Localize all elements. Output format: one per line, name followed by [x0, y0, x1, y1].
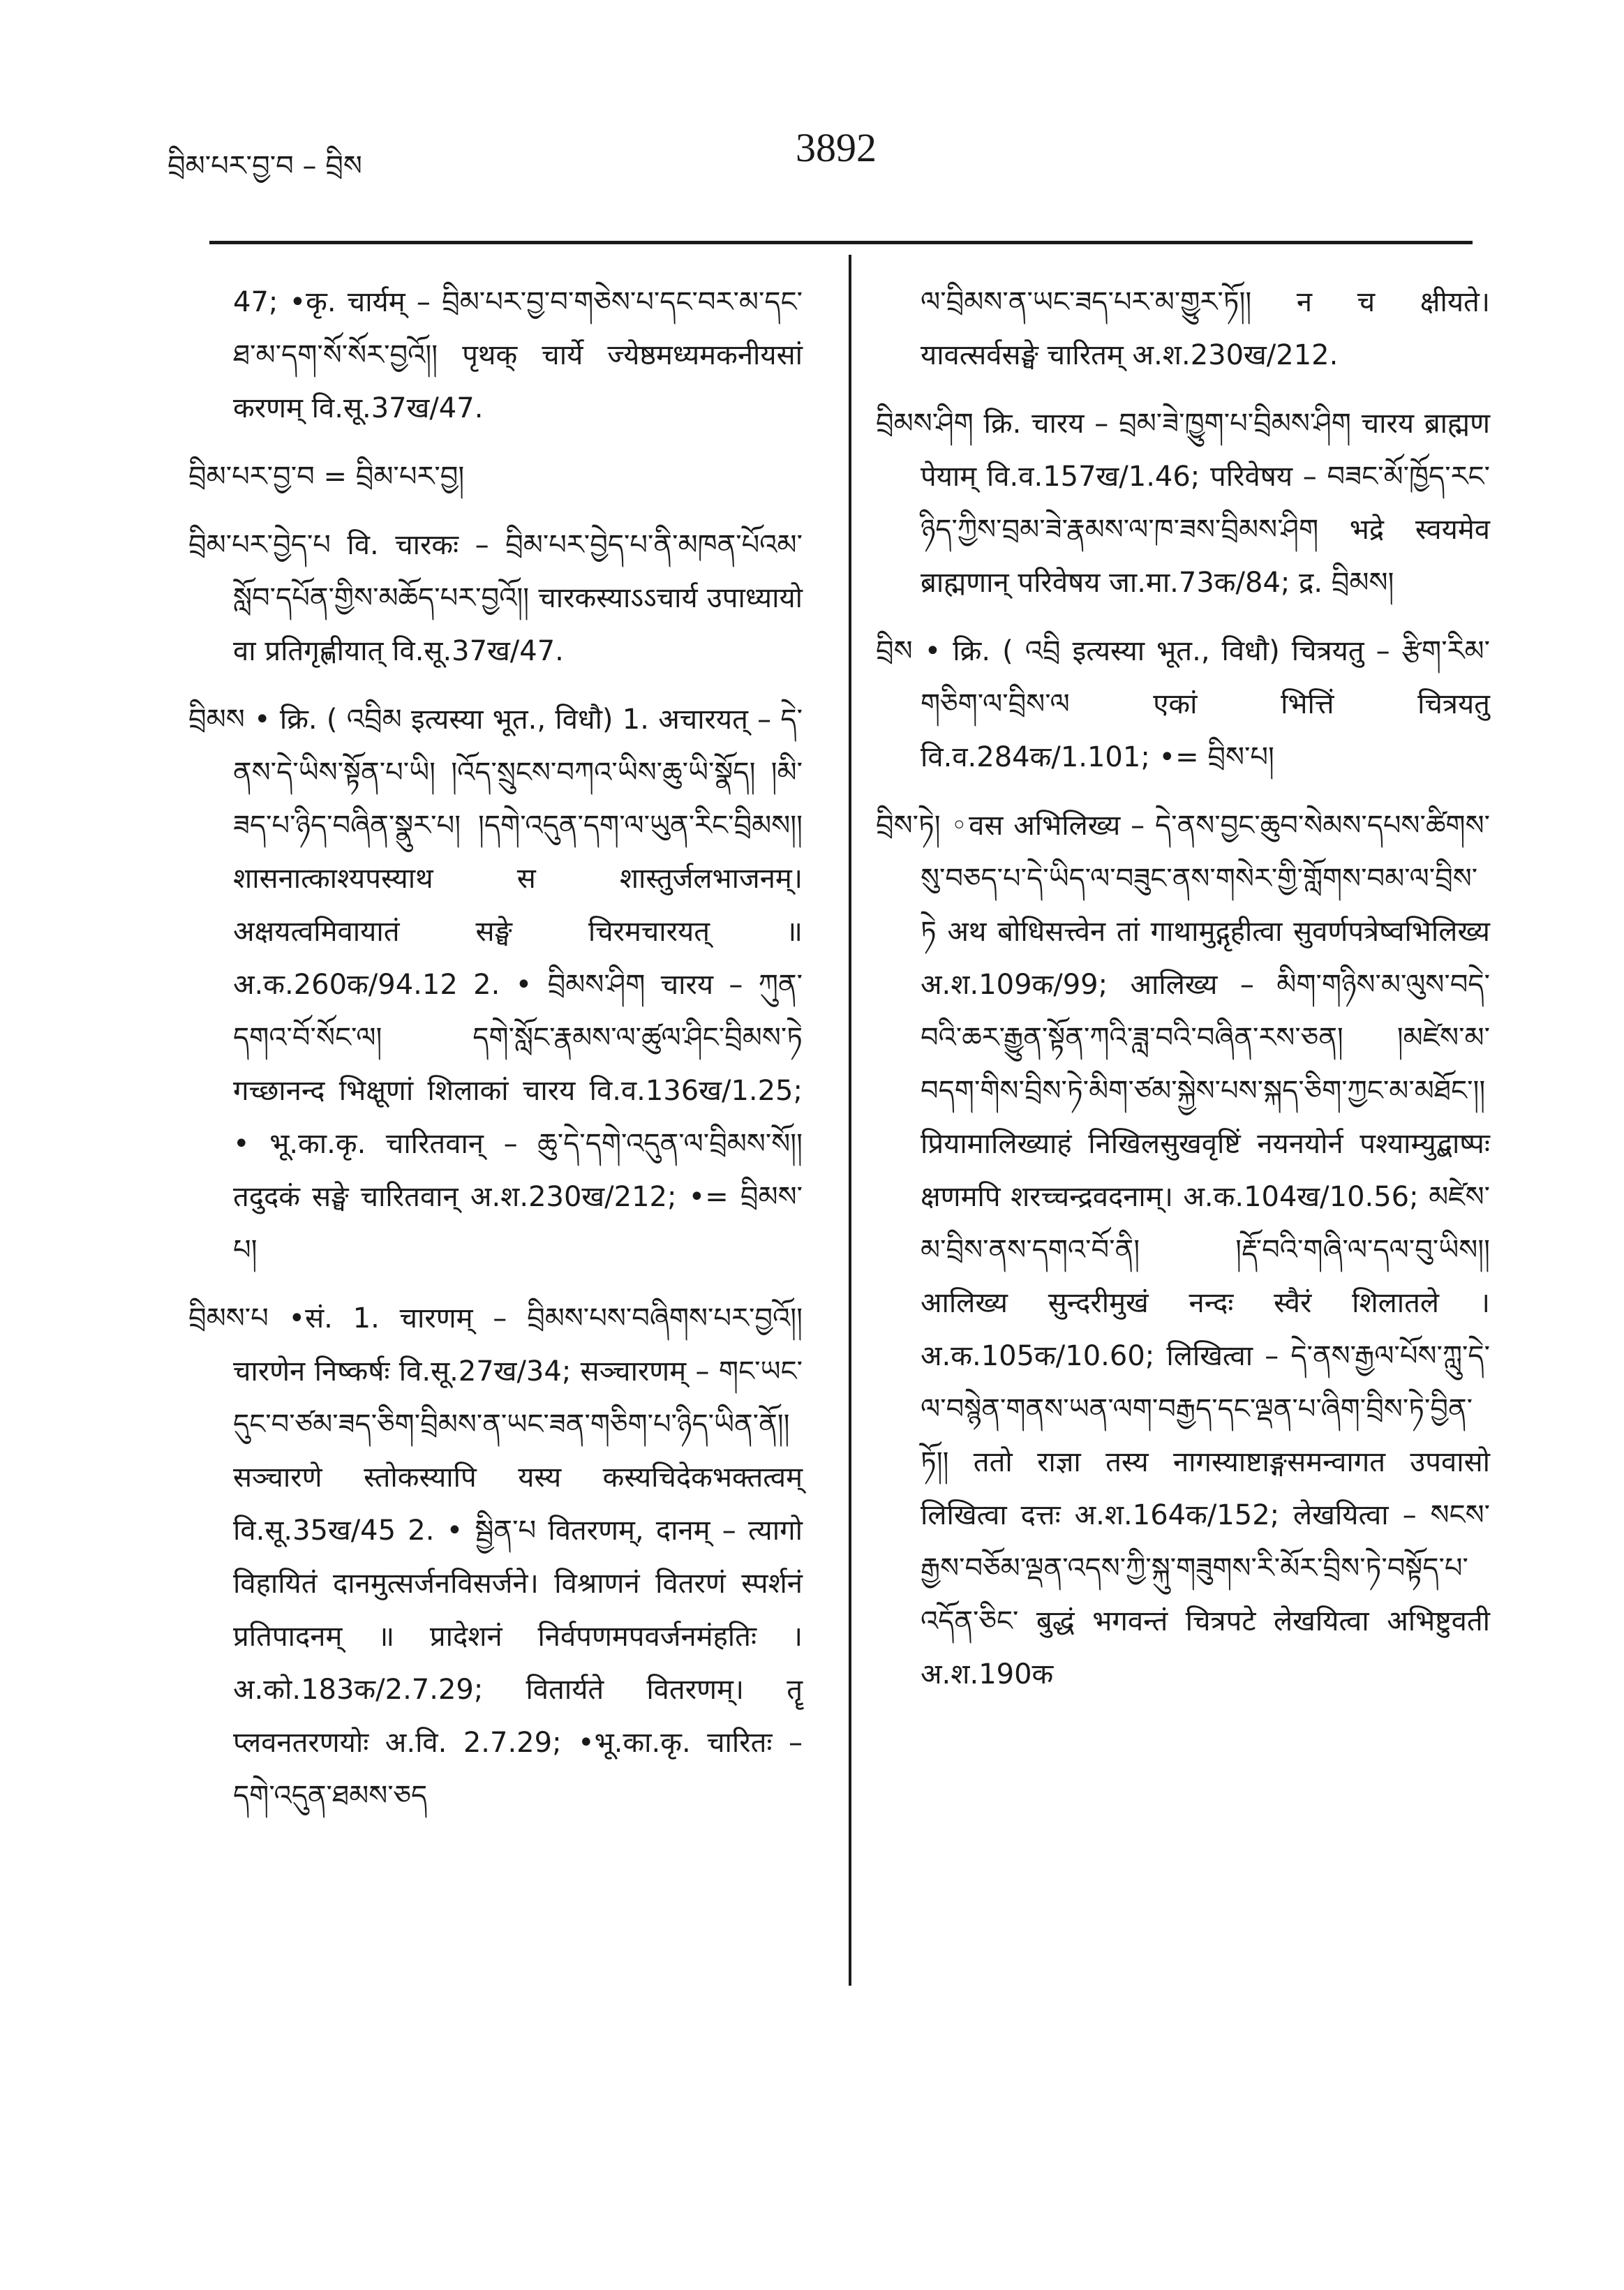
- dictionary-entry: བྲིམ་པར་བྱ་བ = བྲིམ་པར་བྱ།: [188, 461, 465, 493]
- page-number: 3892: [796, 125, 877, 170]
- dictionary-entry: བྲིས་ཏེ། ◦वस अभिलिख्य – དེ་ནས་བྱང་ཆུབ་སེམས་དཔས་ཚིགས་སུ་བཅད་པ་དེ་ཡིད་ལ་བཟུང་ནས་གསེར་གྱི་གློགས་བམ་ལ་བྲིས་ཏེ अथ बोधिसत्त्वेन तां गाथामुद्गृहीत्वा सुवर्णपत्रेष्वभिलिख्य अ.श.109क/99; आलिख्य – མིག་གཉིས་མ་ལུས་བདེ་བའི་ཆར་རྒྱུན་སྟོན་ཀའི་ཟླ་བའི་བཞིན་རས་ཅན། །མཛེས་མ་བདག་གིས་བྲིས་ཏེ་མིག་ཙམ་སྐྱེས་པས་སྐད་ཅིག་ཀྱང་མ་མཐོང་།། प्रियामालिख्याहं निखिलसुखवृष्टिं नयनयोर्न पश्याम्युद्बाष्पः क्षणमपि शरच्चन्द्रवदनाम्। अ.क.104ख/10.56; མཛེས་མ་བྲིས་ནས་དགའ་བོ་ནི། །རྡོ་བའི་གཞི་ལ་དལ་བུ་ཡིས།། आलिख्य सुन्दरीमुखं नन्दः स्वैरं शिलातले । अ.क.105क/10.60; लिखित्वा – དེ་ནས་རྒྱལ་པོས་ཀླུ་དེ་ལ་བསྙེན་གནས་ཡན་ལག་བརྒྱད་དང་ལྡན་པ་ཞིག་བྲིས་ཏེ་བྱིན་ཏོ།། ततो राज्ञा तस्य नागस्याष्टाङ्गसमन्वागत उपवासो लिखित्वा दत्तः अ.श.164क/152; लेखयित्वा – སངས་རྒྱས་བཅོམ་ལྡན་འདས་ཀྱི་སྐུ་གཟུགས་རི་མོར་བྲིས་ཏེ་བསྟོད་པ་འདོན་ཅིང་ बुद्धं भगवन्तं चित्रपटे लेखयित्वा अभिष्टुवती अ.श.190क: [876, 810, 1490, 1690]
- running-head: བྲིམ་པར་བྱ་བ – བྲིས: [167, 150, 362, 182]
- column-divider: [849, 255, 851, 1986]
- page-header: [0, 0, 1624, 230]
- dictionary-entry: བྲིམ་པར་བྱེད་པ वि. चारकः – བྲིམ་པར་བྱེད་པ་ནི་མཁན་པོའམ་སློབ་དཔོན་གྱིས་མཆོད་པར་བྱའོ།། चारकस्याऽऽचार्य उपाध्यायो वा प्रतिगृह्णीयात् वि.सू.37ख/47.: [188, 529, 803, 667]
- dictionary-entry: བྲིམས་ཤིག क्रि. चारय – བྲམ་ཟེ་ཁྱུག་པ་བྲིམས་ཤིག चारय ब्राह्मण पेयाम् वि.व.157ख/1.46; परिवेषय – བཟང་མོ་ཁྱོད་རང་ཉིད་ཀྱིས་བྲམ་ཟེ་རྣམས་ལ་ཁ་ཟས་བྲིམས་ཤིག भद्रे स्वयमेव ब्राह्मणान् परिवेषय जा.मा.73क/84; द्र. བྲིམས།: [876, 408, 1490, 599]
- dictionary-entry: བྲིམས་པ •सं. 1. चारणम् – བྲིམས་པས་བཞིགས་པར་བྱའོ།། चारणेन निष्कर्षः वि.सू.27ख/34; सञ्चारणम् – གང་ཡང་དུང་བ་ཙམ་ཟད་ཅིག་བྲིམས་ན་ཡང་ཟན་གཅིག་པ་ཉིད་ཡིན་ནོ།། सञ्चारणे स्तोकस्यापि यस्य कस्यचिदेकभक्तत्वम् वि.सू.35ख/45 2. • སྦྱིན་པ वितरणम्, दानम् – त्यागो विहायितं दानमुत्सर्जनविसर्जने। विश्राणनं वितरणं स्पर्शनं प्रतिपादनम् ॥ प्रादेशनं निर्वपणमपवर्जनमंहतिः । अ.को.183क/2.7.29; वितार्यते वितरणम्। तॄ प्लवनतरणयोः अ.वि. 2.7.29; •भू.का.कृ. चारितः – དགེ་འདུན་ཐམས་ཅད: [188, 1302, 803, 1812]
- dictionary-entry: 47; •कृ. चार्यम् – བྲིམ་པར་བྱ་བ་གཅེས་པ་དང་བར་མ་དང་ཐ་མ་དག་སོ་སོར་བྱའོ།། पृथक् चार्ये ज्येष्ठमध्यमकनीयसां करणम् वि.सू.37ख/47.: [233, 286, 803, 424]
- left-column: [188, 276, 803, 1838]
- right-column: [876, 276, 1490, 1716]
- dictionary-entry: ལ་བྲིམས་ན་ཡང་ཟད་པར་མ་གྱུར་ཏོ།། न च क्षीयते। यावत्सर्वसङ्घे चारितम् अ.श.230ख/212.: [921, 286, 1490, 371]
- dictionary-entry: བྲིམས • क्रि. ( འབྲིམ इत्यस्या भूत., विधौ) 1. अचारयत् – དེ་ནས་དེ་ཡིས་སྟོན་པ་ཡི། །འོད་སྲུངས་བཀའ་ཡིས་ཆུ་ཡི་སྣོད། །མི་ཟད་པ་ཉིད་བཞིན་སྣུར་པ། །དགེ་འདུན་དག་ལ་ཡུན་རིང་བྲིམས།། शासनात्काश्यपस्याथ स शास्तुर्जलभाजनम्। अक्षयत्वमिवायातं सङ्घे चिरमचारयत् ॥ अ.क.260क/94.12 2. • བྲིམས་ཤིག चारय – ཀུན་དགའ་བོ་སོང་ལ། དགེ་སློང་རྣམས་ལ་ཚུལ་ཤིང་བྲིམས་ཏེ गच्छानन्द भिक्षूणां शिलाकां चारय वि.व.136ख/1.25; • भू.का.कृ. चारितवान् – ཆུ་དེ་དགེ་འདུན་ལ་བྲིམས་སོ།། तदुदकं सङ्घे चारितवान् अ.श.230ख/212; •= བྲིམས་པ།: [188, 704, 803, 1266]
- header-rule: [209, 241, 1473, 244]
- dictionary-entry: བྲིས • क्रि. ( འབྲི इत्यस्या भूत., विधौ) चित्रयतु – རྩིག་རིམ་གཅིག་ལ་བྲིས་ལ एकां भित्तिं चित्रयतु वि.व.284क/1.101; •= བྲིས་པ།: [876, 635, 1490, 773]
